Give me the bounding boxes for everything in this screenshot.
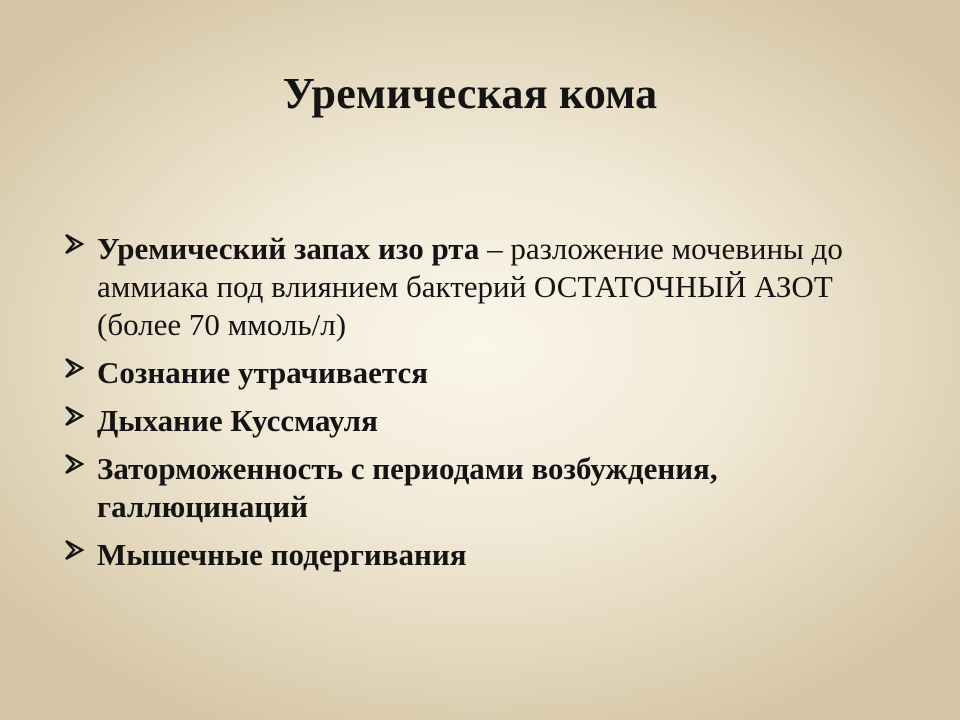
bullet-item — [60, 450, 880, 526]
bullet-item — [60, 354, 880, 392]
bullet-bold-text: Заторможенность с периодами возбуждения, галлюцинаций — [97, 451, 718, 524]
bullet-bold-text: Мышечные подергивания — [97, 537, 467, 572]
bullet-bold-text: Уремический запах изо рта — [97, 231, 480, 266]
bullet-bold-text: Дыхание Куссмауля — [97, 403, 378, 438]
chevron-arrow-icon — [63, 453, 85, 475]
bullet-item — [60, 402, 880, 440]
bullet-text: – разложение мочевины до аммиака под влиянием бактерий ОСТАТОЧНЫЙ АЗОТ (более 70 ммоль/л) — [97, 231, 843, 342]
chevron-arrow-icon — [63, 357, 85, 379]
bullet-bold-text: Сознание утрачивается — [97, 355, 429, 390]
bullet-list — [60, 230, 880, 584]
slide-title: Уремическая кома — [282, 69, 658, 118]
bullet-item — [60, 536, 880, 574]
chevron-arrow-icon — [63, 233, 85, 255]
chevron-arrow-icon — [63, 405, 85, 427]
chevron-arrow-icon — [63, 539, 85, 561]
bullet-item — [60, 230, 880, 344]
